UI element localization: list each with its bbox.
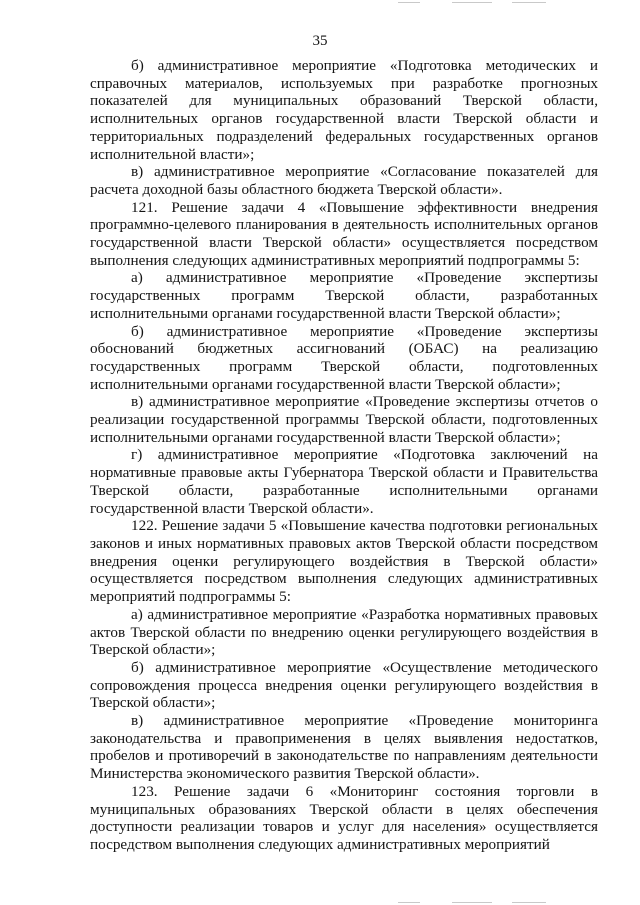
- scan-artifact-bottom: [398, 902, 420, 903]
- paragraph-122-task-5: 122. Решение задачи 5 «Повышение качества подготовки региональных законов и иных нормативных правовых актов Тверской области посредством внедрения оценки регулирующего воздействия в Тверской области» осуществляется посредством выполнения следующих административных мероприятий подпрограммы 5:: [90, 517, 598, 606]
- scan-artifact-bottom: [512, 902, 546, 903]
- scan-artifact-top: [398, 2, 420, 3]
- paragraph-122-item-v: в) административное мероприятие «Проведение мониторинга законодательства и правоприменения в целях выявления недостатков, пробелов и противоречий в законодательстве по направлениям деятельности Министерства экономического развития Тверской области».: [90, 712, 598, 783]
- paragraph-122-item-a: а) административное мероприятие «Разработка нормативных правовых актов Тверской области по внедрению оценки регулирующего воздействия в Тверской области»;: [90, 605, 598, 659]
- scan-artifact-top: [452, 2, 492, 3]
- paragraph-122-item-b: б) административное мероприятие «Осуществление методического сопровождения процесса внедрения оценки регулирующего воздействия в Тверской области»;: [90, 658, 598, 712]
- document-body: [90, 57, 598, 854]
- paragraph-123-task-6: 123. Решение задачи 6 «Мониторинг состояния торговли в муниципальных образованиях Тверской области в целях обеспечения доступности реализации товаров и услуг для населения» осуществляется посредством выполнения следующих административных мероприятий: [90, 782, 598, 853]
- page-number: 35: [312, 33, 328, 49]
- scan-artifact-bottom: [452, 902, 492, 903]
- scan-artifact-top: [512, 2, 546, 3]
- paragraph-121-task-4: 121. Решение задачи 4 «Повышение эффективности внедрения программно-целевого планирования в деятельность исполнительных органов государственной власти Тверской области» осуществляется посредством выполнения следующих административных мероприятий подпрограммы 5:: [90, 198, 598, 269]
- paragraph-121-item-a: а) административное мероприятие «Проведение экспертизы государственных программ Тверской области, разработанных исполнительными органами государственной власти Тверской области»;: [90, 269, 598, 322]
- paragraph-item-v-revenue-base: в) административное мероприятие «Согласование показателей для расчета доходной базы областного бюджета Тверской области».: [90, 163, 598, 198]
- paragraph-121-item-g: г) административное мероприятие «Подготовка заключений на нормативные правовые акты Губернатора Тверской области и Правительства Тверской области, разработанные исполнительными органами государственной власти Тверской области».: [90, 446, 598, 517]
- paragraph-121-item-b: б) административное мероприятие «Проведение экспертизы обоснований бюджетных ассигнований (ОБАС) на реализацию государственных программ Тверской области, подготовленных исполнительными органами государственной власти Тверской области»;: [90, 322, 598, 393]
- paragraph-item-b-methodical-materials: б) административное мероприятие «Подготовка методических и справочных материалов, используемых при разработке прогнозных показателей для муниципальных образований Тверской области, исполнительных органов государственной власти Тверской области и территориальных подразделений федеральных государственных органов исполнительной власти»;: [90, 57, 598, 163]
- paragraph-121-item-v: в) административное мероприятие «Проведение экспертизы отчетов о реализации государственной программы Тверской области, подготовленных исполнительными органами государственной власти Тверской области»;: [90, 393, 598, 446]
